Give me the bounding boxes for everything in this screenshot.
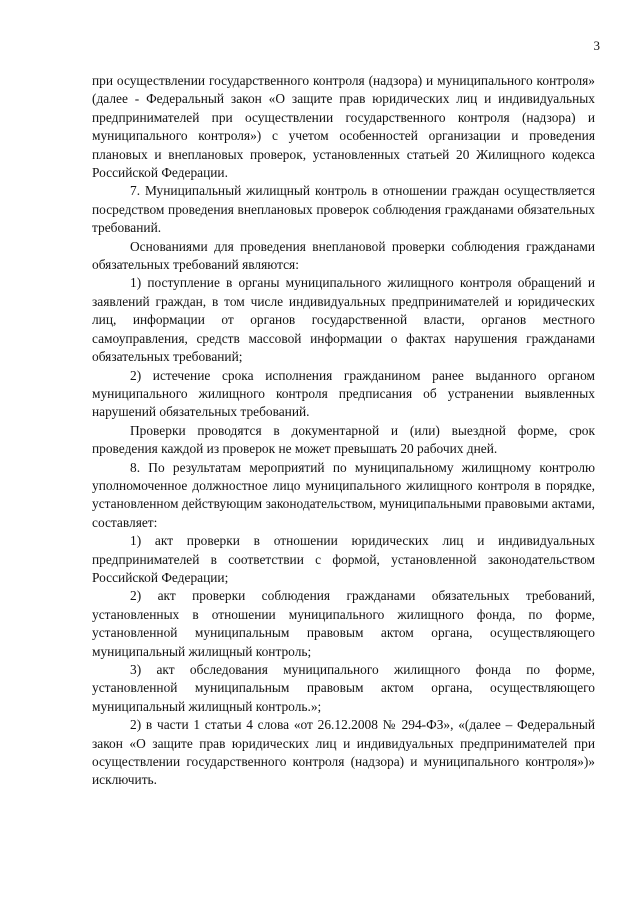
paragraph-7: 8. По результатам мероприятий по муниципальному жилищному контролю уполномоченное должностное лицо муниципального жилищного контроля в порядке, установленном действующим законодательством, муниципальными правовыми актами, составляет: — [92, 459, 595, 530]
document-body — [92, 72, 595, 790]
paragraph-1: при осуществлении государственного контроля (надзора) и муниципального контроля» (далее - Федеральный закон «О защите прав юридических лиц и индивидуальных предпринимателей при осуществлении государственного контроля (надзора) и муниципального контроля») с учетом особенностей организации и проведения плановых и внеплановых проверок, установленных статьей 20 Жилищного кодекса Российской Федерации. — [92, 73, 595, 181]
page-number: 3 — [593, 38, 600, 53]
paragraph-4: 1) поступление в органы муниципального жилищного контроля обращений и заявлений граждан, в том числе индивидуальных предпринимателей и юридических лиц, информации от органов государственной власти, органов местного самоуправления, средств массовой информации о фактах нарушения гражданами обязательных требований; — [92, 275, 595, 365]
paragraph-10: 3) акт обследования муниципального жилищного фонда по форме, установленной муниципальным правовым актом органа, осуществляющего муниципальный жилищный контроль.»; — [92, 662, 595, 714]
paragraph-2: 7. Муниципальный жилищный контроль в отношении граждан осуществляется посредством проведения внеплановых проверок соблюдения гражданами обязательных требований. — [92, 183, 595, 236]
paragraph-3: Основаниями для проведения внеплановой проверки соблюдения гражданами обязательных требований являются: — [92, 238, 595, 273]
paragraph-5: 2) истечение срока исполнения гражданином ранее выданного органом муниципального жилищного контроля предписания об устранении выявленных нарушений обязательных требований. — [92, 367, 595, 420]
paragraph-9: 2) акт проверки соблюдения гражданами обязательных требований, установленных в отношении муниципального жилищного фонда, по форме, установленной муниципальным правовым актом органа, осуществляющего муниципальный жилищный контроль; — [92, 588, 595, 659]
paragraph-8: 1) акт проверки в отношении юридических лиц и индивидуальных предпринимателей в соответствии с формой, установленной законодательством Российской Федерации; — [92, 533, 595, 585]
paragraph-11: 2) в части 1 статьи 4 слова «от 26.12.2008 № 294-ФЗ», «(далее – Федеральный закон «О защите прав юридических лиц и индивидуальных предпринимателей при осуществлении государственного контроля (надзора) и муниципального контроля»)» исключить. — [92, 717, 595, 788]
paragraph-6: Проверки проводятся в документарной и (или) выездной форме, срок проведения каждой из проверок не может превышать 20 рабочих дней. — [92, 422, 595, 457]
